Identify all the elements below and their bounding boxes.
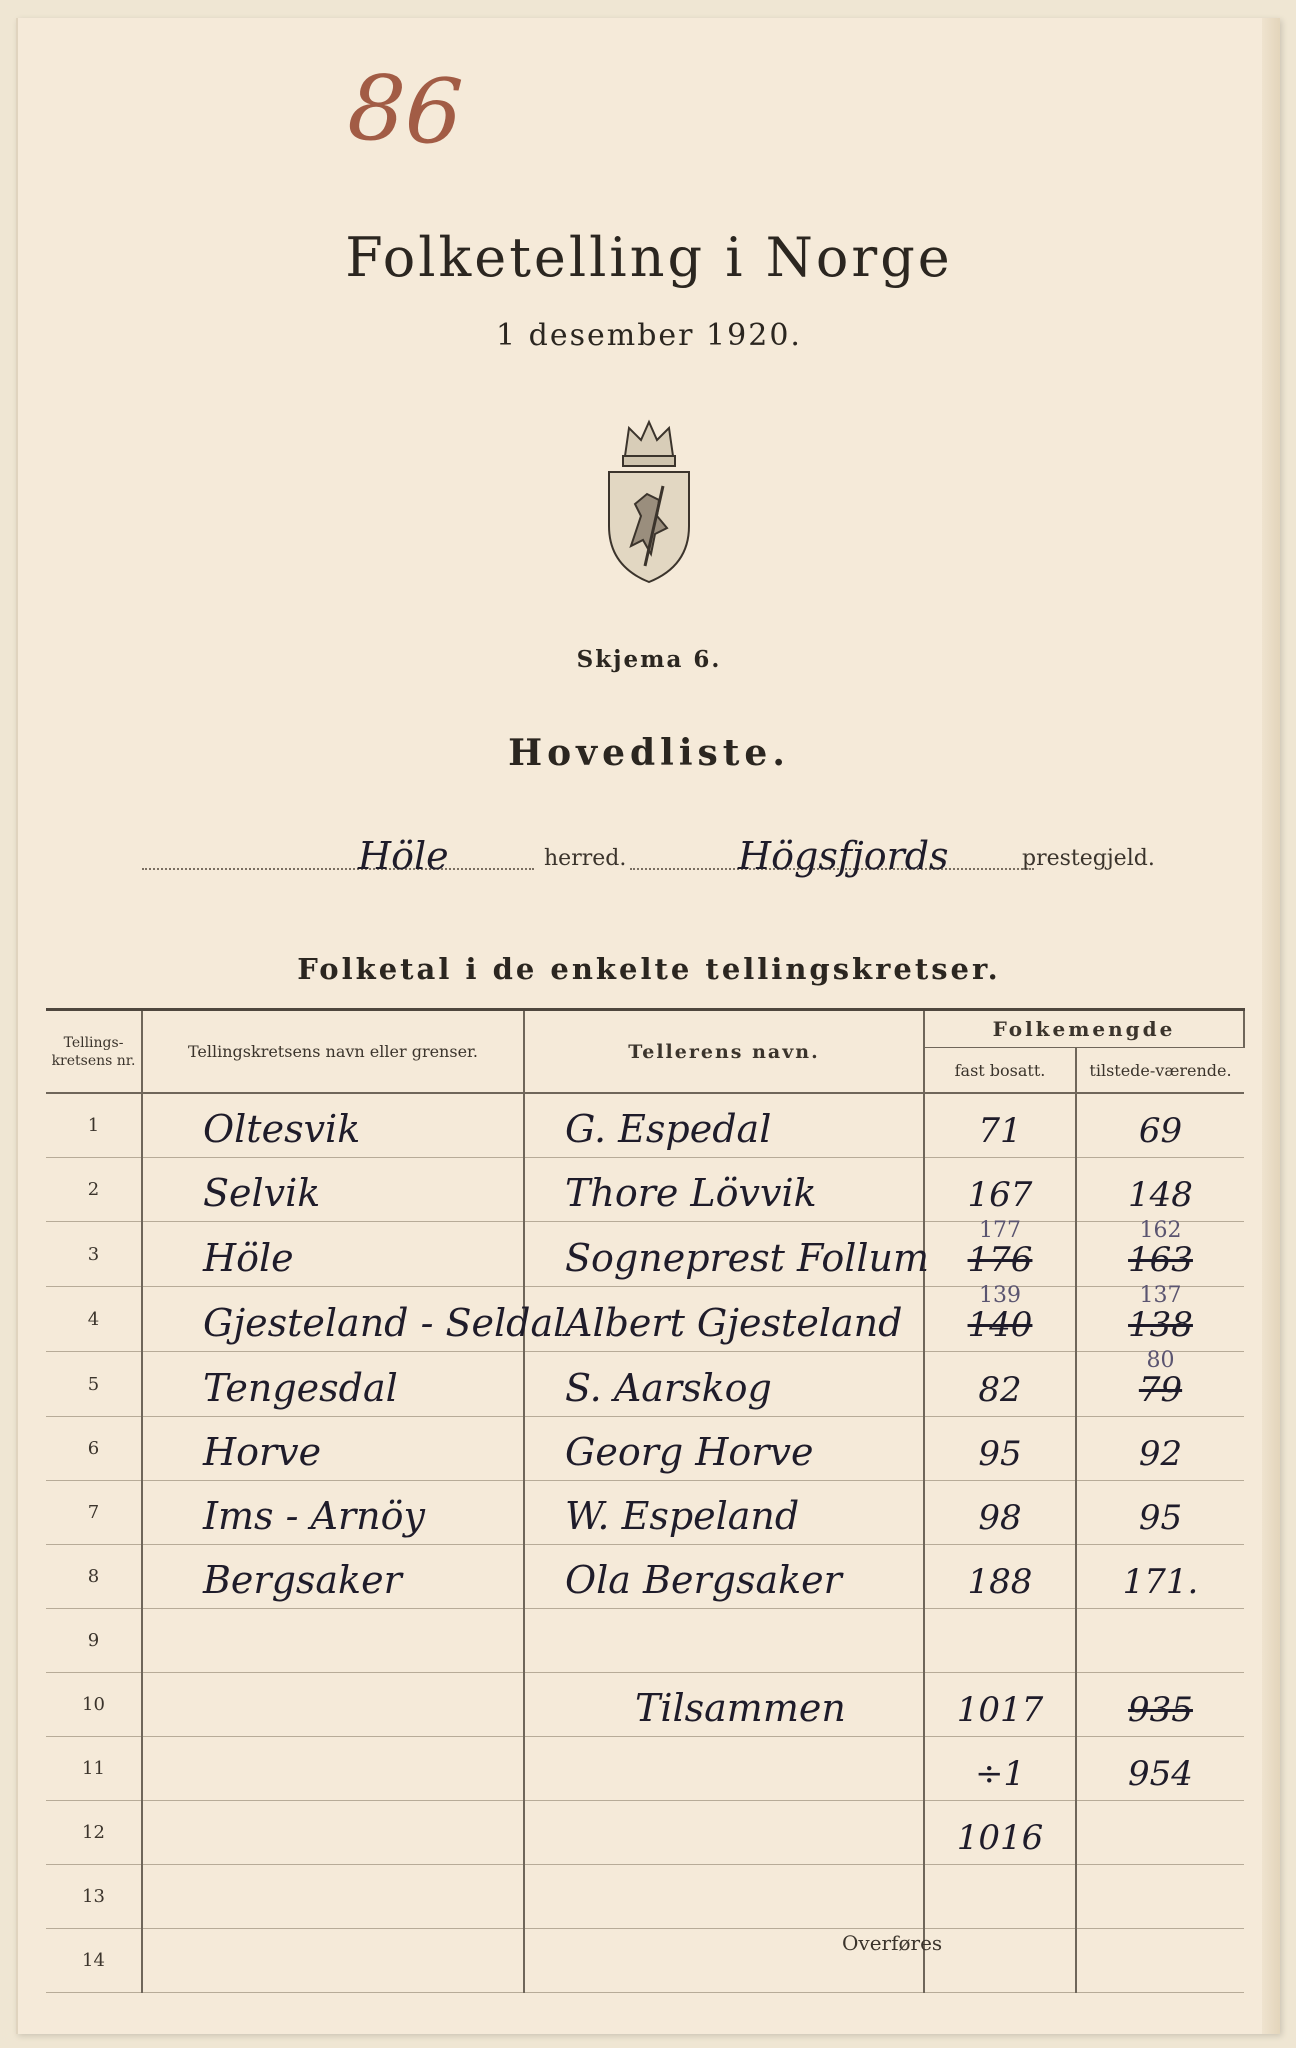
fast-bosatt-value: 176 — [967, 1240, 1033, 1280]
table-row — [46, 1801, 1244, 1865]
tilstedevaerende — [1076, 1801, 1244, 1865]
teller-name-value: Georg Horve — [565, 1430, 814, 1474]
herred-dotted-line — [142, 868, 534, 870]
main-heading: Hovedliste. — [508, 732, 790, 774]
tilstedevaerende-value: 148 — [1128, 1175, 1193, 1215]
fast-bosatt-value: 98 — [978, 1498, 1022, 1538]
tilstedevaerende — [1076, 1545, 1244, 1609]
header-nr: Tellings-kretsens nr. — [46, 1010, 142, 1094]
table-row — [46, 1287, 1244, 1352]
teller-name — [524, 1737, 924, 1801]
header-teller: Tellerens navn. — [524, 1010, 924, 1094]
tilstedevaerende-value: 69 — [1138, 1111, 1183, 1151]
district-name-value: Gjesteland - Seldal — [203, 1301, 566, 1345]
fast-bosatt-value: 167 — [967, 1175, 1033, 1215]
table-row — [46, 1481, 1244, 1545]
district-name — [142, 1093, 524, 1158]
header-tilstede: tilstede-værende. — [1076, 1048, 1244, 1094]
district-name — [142, 1929, 524, 1993]
fast-bosatt — [924, 1929, 1076, 1993]
fast-bosatt-value: 1016 — [956, 1818, 1044, 1858]
district-name-value: Selvik — [203, 1171, 321, 1215]
tilstedevaerende-value: 935 — [1128, 1690, 1193, 1730]
district-name — [142, 1545, 524, 1609]
row-number-value: 9 — [87, 1630, 100, 1651]
fast-bosatt-value: 82 — [978, 1370, 1022, 1410]
district-name — [142, 1673, 524, 1737]
district-name — [142, 1481, 524, 1545]
district-name — [142, 1352, 524, 1417]
tilstedevaerende-value: 95 — [1138, 1498, 1183, 1538]
teller-name — [524, 1417, 924, 1481]
teller-name — [524, 1865, 924, 1929]
row-number-value: 12 — [82, 1822, 105, 1843]
teller-name — [524, 1673, 924, 1737]
teller-name-value: Ola Bergsaker — [565, 1558, 842, 1602]
table-row — [46, 1352, 1244, 1417]
row-number — [46, 1673, 142, 1737]
corner-mark: 86 — [345, 55, 466, 166]
fast-bosatt-value: 140 — [967, 1305, 1033, 1345]
tilstedevaerende — [1076, 1417, 1244, 1481]
fast-bosatt-value: 95 — [978, 1434, 1022, 1474]
fast-bosatt-value: 71 — [978, 1111, 1022, 1151]
table-row — [46, 1865, 1244, 1929]
teller-name — [524, 1481, 924, 1545]
overfores-label: Overføres — [842, 1931, 943, 1955]
tilstedevaerende — [1076, 1737, 1244, 1801]
row-number — [46, 1737, 142, 1801]
district-name — [142, 1609, 524, 1673]
tilstedevaerende — [1076, 1609, 1244, 1673]
row-number — [46, 1545, 142, 1609]
fast-bosatt — [924, 1218, 1076, 1287]
table-row — [46, 1093, 1244, 1158]
fast-bosatt — [924, 1545, 1076, 1609]
teller-name-value: G. Espedal — [565, 1107, 772, 1151]
row-number-value: 7 — [87, 1502, 100, 1523]
fast-bosatt-value: 1017 — [956, 1690, 1044, 1730]
tilstedevaerende — [1076, 1093, 1244, 1158]
fast-bosatt — [924, 1865, 1076, 1929]
fast-bosatt-value: 188 — [967, 1562, 1033, 1602]
table-row — [46, 1158, 1244, 1222]
table-row — [46, 1417, 1244, 1481]
census-table — [46, 1008, 1245, 1993]
row-number-value: 1 — [87, 1115, 100, 1136]
row-number — [46, 1929, 142, 1993]
location-line — [18, 834, 1280, 898]
fast-bosatt-value: ÷1 — [974, 1754, 1026, 1794]
row-number-value: 11 — [82, 1758, 105, 1779]
tilstedevaerende — [1076, 1158, 1244, 1222]
tilstedevaerende — [1076, 1929, 1244, 1993]
schema-label: Skjema 6. — [576, 646, 722, 673]
tilstedevaerende-value: 79 — [1138, 1370, 1183, 1410]
row-number-value: 4 — [87, 1308, 100, 1330]
header-name: Tellingskretsens navn eller grenser. — [142, 1010, 524, 1094]
district-name-value: Oltesvik — [203, 1107, 361, 1151]
tilstedevaerende — [1076, 1283, 1244, 1352]
row-number — [46, 1801, 142, 1865]
district-name-value: Höle — [203, 1236, 294, 1280]
fast-bosatt-correction: 177 — [979, 1218, 1021, 1243]
herred-label: herred. — [544, 846, 627, 871]
fast-bosatt — [924, 1093, 1076, 1158]
teller-name — [524, 1801, 924, 1865]
row-number-value: 14 — [82, 1950, 105, 1971]
tilstedevaerende — [1076, 1348, 1244, 1417]
district-name-value: Ims - Arnöy — [203, 1494, 425, 1538]
row-number — [46, 1287, 142, 1352]
header-folkemengde: Folkemengde — [924, 1010, 1244, 1048]
row-number — [46, 1481, 142, 1545]
row-number-value: 13 — [82, 1886, 105, 1907]
teller-name — [524, 1222, 930, 1287]
teller-name — [524, 1093, 924, 1158]
header-fast: fast bosatt. — [924, 1048, 1076, 1094]
table-row — [46, 1673, 1244, 1737]
district-name — [142, 1287, 566, 1352]
row-number — [46, 1417, 142, 1481]
district-name-value: Horve — [203, 1430, 322, 1474]
tilstedevaerende — [1076, 1673, 1244, 1737]
prestegjeld-value: Högsfjords — [738, 834, 949, 878]
coat-of-arms-icon — [601, 416, 697, 586]
teller-name — [524, 1287, 924, 1352]
row-number — [46, 1222, 142, 1287]
fast-bosatt — [924, 1481, 1076, 1545]
row-number — [46, 1158, 142, 1222]
tilstedevaerende-correction: 80 — [1146, 1348, 1175, 1373]
teller-name — [524, 1158, 924, 1222]
district-name — [142, 1737, 524, 1801]
row-number-value: 5 — [87, 1373, 100, 1395]
tilstedevaerende-value: 92 — [1138, 1434, 1183, 1474]
census-date: 1 desember 1920. — [496, 318, 802, 353]
teller-name-value: S. Aarskog — [565, 1366, 772, 1410]
teller-name — [524, 1609, 924, 1673]
tilstedevaerende-correction: 162 — [1139, 1218, 1182, 1243]
teller-name-value: Albert Gjesteland — [565, 1301, 903, 1345]
district-name — [142, 1801, 524, 1865]
fast-bosatt — [924, 1417, 1076, 1481]
district-name — [142, 1865, 524, 1929]
row-number-value: 2 — [87, 1179, 100, 1200]
district-name — [142, 1158, 524, 1222]
fast-bosatt-correction: 139 — [979, 1283, 1021, 1308]
section-subtitle: Folketal i de enkelte tellingskretser. — [297, 952, 1001, 986]
herred-value: Höle — [358, 834, 449, 878]
row-number-value: 8 — [87, 1566, 100, 1587]
row-number — [46, 1609, 142, 1673]
fast-bosatt — [924, 1283, 1076, 1352]
census-sheet — [16, 18, 1280, 2034]
tilstedevaerende — [1076, 1218, 1244, 1287]
prestegjeld-label: prestegjeld. — [1022, 846, 1155, 871]
row-number-value: 3 — [87, 1243, 100, 1265]
tilstedevaerende — [1076, 1481, 1244, 1545]
district-name-value: Bergsaker — [203, 1558, 402, 1602]
district-name — [142, 1222, 524, 1287]
fast-bosatt — [924, 1158, 1076, 1222]
teller-name-value: W. Espeland — [565, 1494, 800, 1538]
fast-bosatt — [924, 1609, 1076, 1673]
page-title: Folketelling i Norge — [345, 226, 953, 289]
table-row — [46, 1609, 1244, 1673]
district-name-value: Tengesdal — [203, 1366, 398, 1410]
fast-bosatt — [924, 1737, 1076, 1801]
teller-name-value: Sogneprest Follum — [565, 1236, 930, 1280]
fast-bosatt — [924, 1801, 1076, 1865]
district-name — [142, 1417, 524, 1481]
table-row — [46, 1737, 1244, 1801]
row-number — [46, 1865, 142, 1929]
row-number — [46, 1352, 142, 1417]
fast-bosatt — [924, 1352, 1076, 1417]
row-number-value: 10 — [82, 1694, 105, 1715]
teller-name-value: Tilsammen — [635, 1686, 846, 1730]
tilstedevaerende — [1076, 1865, 1244, 1929]
tilstedevaerende-value: 954 — [1128, 1754, 1193, 1794]
table-row — [46, 1929, 1244, 1993]
tilstedevaerende-value: 163 — [1128, 1240, 1193, 1280]
tilstedevaerende-value: 138 — [1128, 1305, 1193, 1345]
tilstedevaerende-value: 171. — [1122, 1562, 1199, 1602]
fast-bosatt — [924, 1673, 1076, 1737]
table-row — [46, 1545, 1244, 1609]
tilstedevaerende-correction: 137 — [1139, 1283, 1182, 1308]
teller-name-value: Thore Lövvik — [565, 1171, 817, 1215]
row-number-value: 6 — [87, 1438, 100, 1459]
table-row — [46, 1222, 1244, 1287]
teller-name — [524, 1545, 924, 1609]
row-number — [46, 1093, 142, 1158]
teller-name — [524, 1352, 924, 1417]
